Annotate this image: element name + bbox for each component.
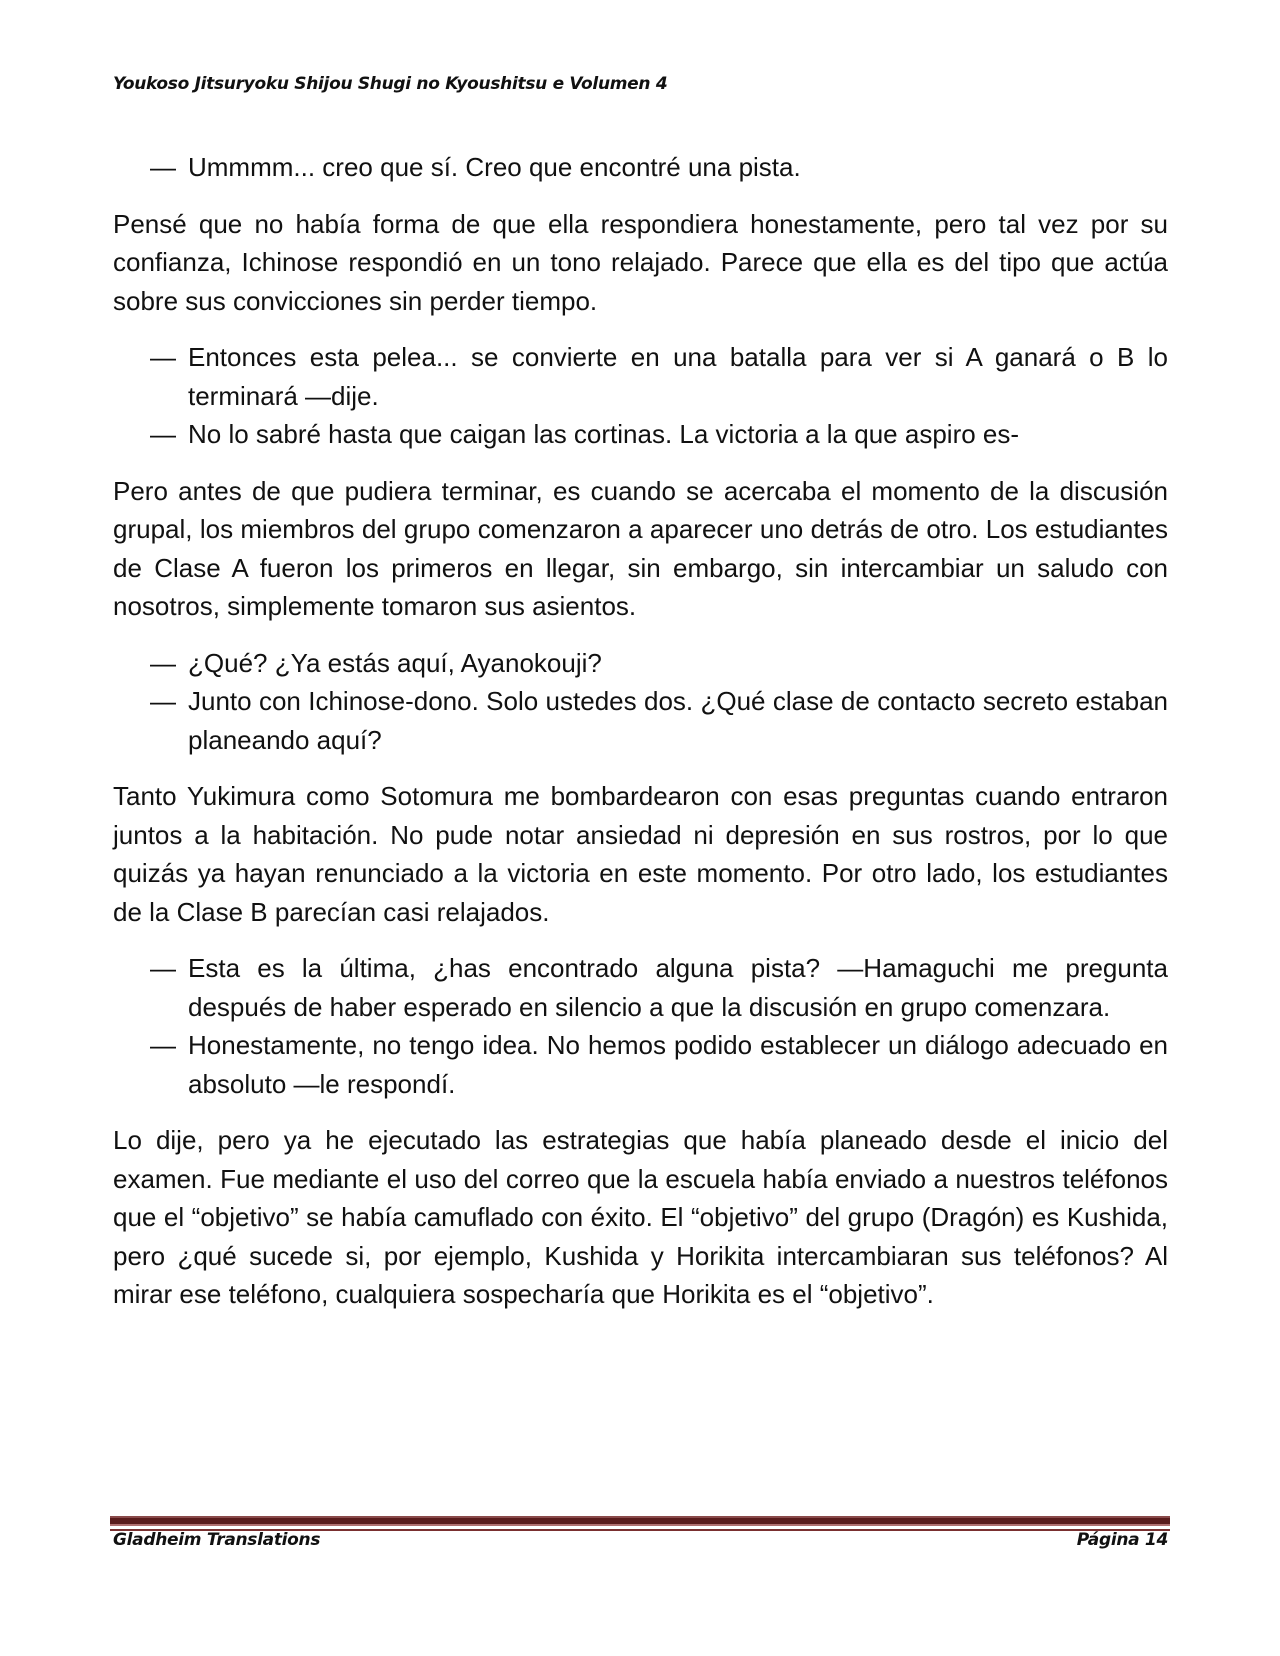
dialog-line: — Junto con Ichinose-dono. Solo ustedes dos. ¿Qué clase de contacto secreto estaban planeando aquí? <box>113 682 1168 759</box>
running-header-title: Youkoso Jitsuryoku Shijou Shugi no Kyoushitsu e Volumen 4 <box>113 74 668 94</box>
dialog-dash: — <box>150 953 176 983</box>
narration-paragraph: Lo dije, pero ya he ejecutado las estrategias que había planeado desde el inicio del examen. Fue mediante el uso del correo que la escuela había enviado a nuestros teléfonos que el “objetivo” se había camuflado con éxito. El “objetivo” del grupo (Dragón) es Kushida, pero ¿qué sucede si, por ejemplo, Kushida y Horikita intercambiaran sus teléfonos? Al mirar ese teléfono, cualquiera sospecharía que Horikita es el “objetivo”. <box>113 1125 1168 1309</box>
dialog-group <box>113 644 1168 760</box>
dialog-line: — ¿Qué? ¿Ya estás aquí, Ayanokouji? <box>113 644 1168 683</box>
dialog-group <box>113 338 1168 454</box>
dialog-dash: — <box>150 342 176 372</box>
narration-paragraph: Tanto Yukimura como Sotomura me bombardearon con esas preguntas cuando entraron juntos a la habitación. No pude notar ansiedad ni depresión en sus rostros, por lo que quizás ya hayan renunciado a la victoria en este momento. Por otro lado, los estudiantes de la Clase B parecían casi relajados. <box>113 781 1168 927</box>
dialog-dash: — <box>150 152 176 182</box>
narration-paragraph: Pero antes de que pudiera terminar, es cuando se acercaba el momento de la discusión grupal, los miembros del grupo comenzaron a aparecer uno detrás de otro. Los estudiantes de Clase A fueron los primeros en llegar, sin embargo, sin intercambiar un saludo con nosotros, simplemente tomaron sus asientos. <box>113 475 1168 621</box>
dialog-group <box>113 949 1168 1103</box>
dialog-group <box>113 148 1168 187</box>
dialog-dash: — <box>150 419 176 449</box>
narration-paragraph: Pensé que no había forma de que ella respondiera honestamente, pero tal vez por su confianza, Ichinose respondió en un tono relajado. Parece que ella es del tipo que actúa sobre sus convicciones sin perder tiempo. <box>113 208 1168 316</box>
footer-publisher: Gladheim Translations <box>113 1530 321 1550</box>
dialog-dash: — <box>150 686 176 716</box>
dialog-line: — No lo sabré hasta que caigan las cortinas. La victoria a la que aspiro es- <box>113 415 1168 454</box>
dialog-dash: — <box>150 1030 176 1060</box>
dialog-line: — Entonces esta pelea... se convierte en una batalla para ver si A ganará o B lo terminará —dije. <box>113 338 1168 415</box>
footer-divider <box>110 1516 1170 1526</box>
dialog-line: — Ummmm... creo que sí. Creo que encontré una pista. <box>113 148 1168 187</box>
page-body <box>113 148 1168 1332</box>
footer-page-number: Página 14 <box>1076 1530 1168 1550</box>
dialog-line: — Esta es la última, ¿has encontrado alguna pista? —Hamaguchi me pregunta después de haber esperado en silencio a que la discusión en grupo comenzara. <box>113 949 1168 1026</box>
dialog-line: — Honestamente, no tengo idea. No hemos podido establecer un diálogo adecuado en absoluto —le respondí. <box>113 1026 1168 1103</box>
dialog-dash: — <box>150 647 176 678</box>
